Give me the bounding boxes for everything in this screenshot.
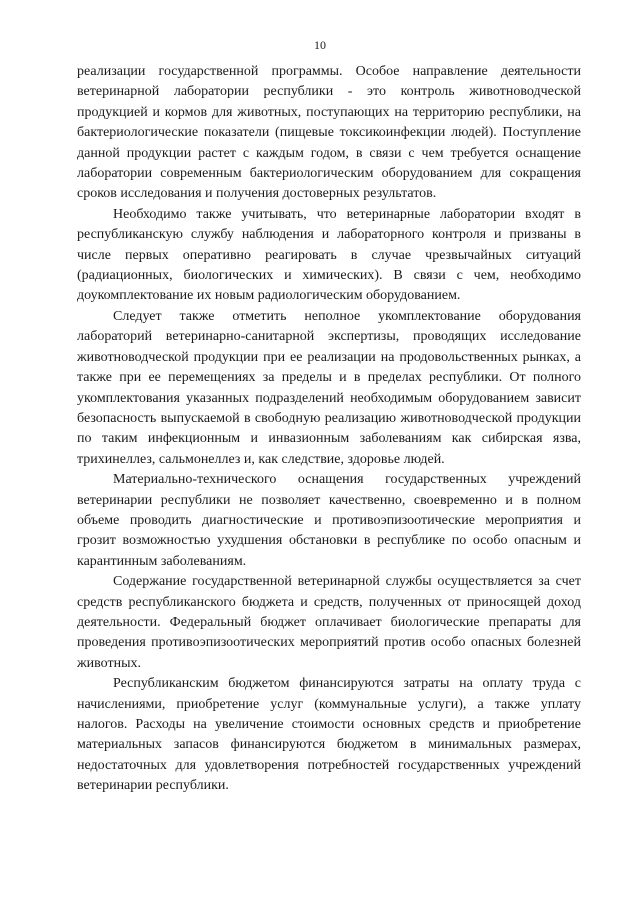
paragraph: Необходимо также учитывать, что ветеринарные лаборатории входят в республиканскую службу наблюдения и лабораторного контроля и призваны в числе первых оперативно реагировать в случае чрезвычайных ситуаций (радиационных, биологических и химических). В связи с чем, необходимо доукомплектование их новым радиологическим оборудованием. (77, 206, 581, 304)
paragraph: реализации государственной программы. Особое направление деятельности ветеринарной лаборатории республики - это контроль животноводческой продукцией и кормов для животных, поступающих на территорию республики, на бактериологические показатели (пищевые токсикоинфекции людей). Поступление данной продукции растет с каждым годом, в связи с чем требуется оснащение лаборатории современным бактериологическим оборудованием для сокращения сроков исследования и получения достоверных результатов. (77, 64, 581, 202)
paragraph: Содержание государственной ветеринарной службы осуществляется за счет средств республиканского бюджета и средств, полученных от приносящей доход деятельности. Федеральный бюджет оплачивает биологические препараты для проведения противоэпизоотических мероприятий против особо опасных болезней животных. (77, 574, 581, 671)
paragraph: Следует также отметить неполное укомплектование оборудования лабораторий ветеринарно-санитарной экспертизы, проводящих исследование животноводческой продукции при ее реализации на продовольственных рынках, а также при ее перемещениях за пределы и в пределах республики. От полного укомплектования указанных подразделений необходимым оборудованием зависит безопасность выпускаемой в свободную реализацию животноводческой продукции по таким инфекционным и инвазионным заболеваниям как сибирская язва, трихинеллез, сальмонеллез и, как следствие, здоровье людей. (77, 308, 581, 467)
document-body (77, 62, 581, 797)
paragraph: Материально-технического оснащения государственных учреждений ветеринарии республики не позволяет качественно, своевременно и в полном объеме проводить диагностические и противоэпизоотические мероприятия и грозит возможностью ухудшения обстановки в республике по особо опасным и карантинным заболеваниям. (77, 472, 581, 569)
paragraph: Республиканским бюджетом финансируются затраты на оплату труда с начислениями, приобретение услуг (коммунальные услуги), а также уплату налогов. Расходы на увеличение стоимости основных средств и приобретение материальных запасов финансируются бюджетом в минимальных размерах, недостаточных для удовлетворения потребностей государственных учреждений ветеринарии республики. (77, 676, 581, 794)
page-number: 10 (314, 38, 326, 52)
